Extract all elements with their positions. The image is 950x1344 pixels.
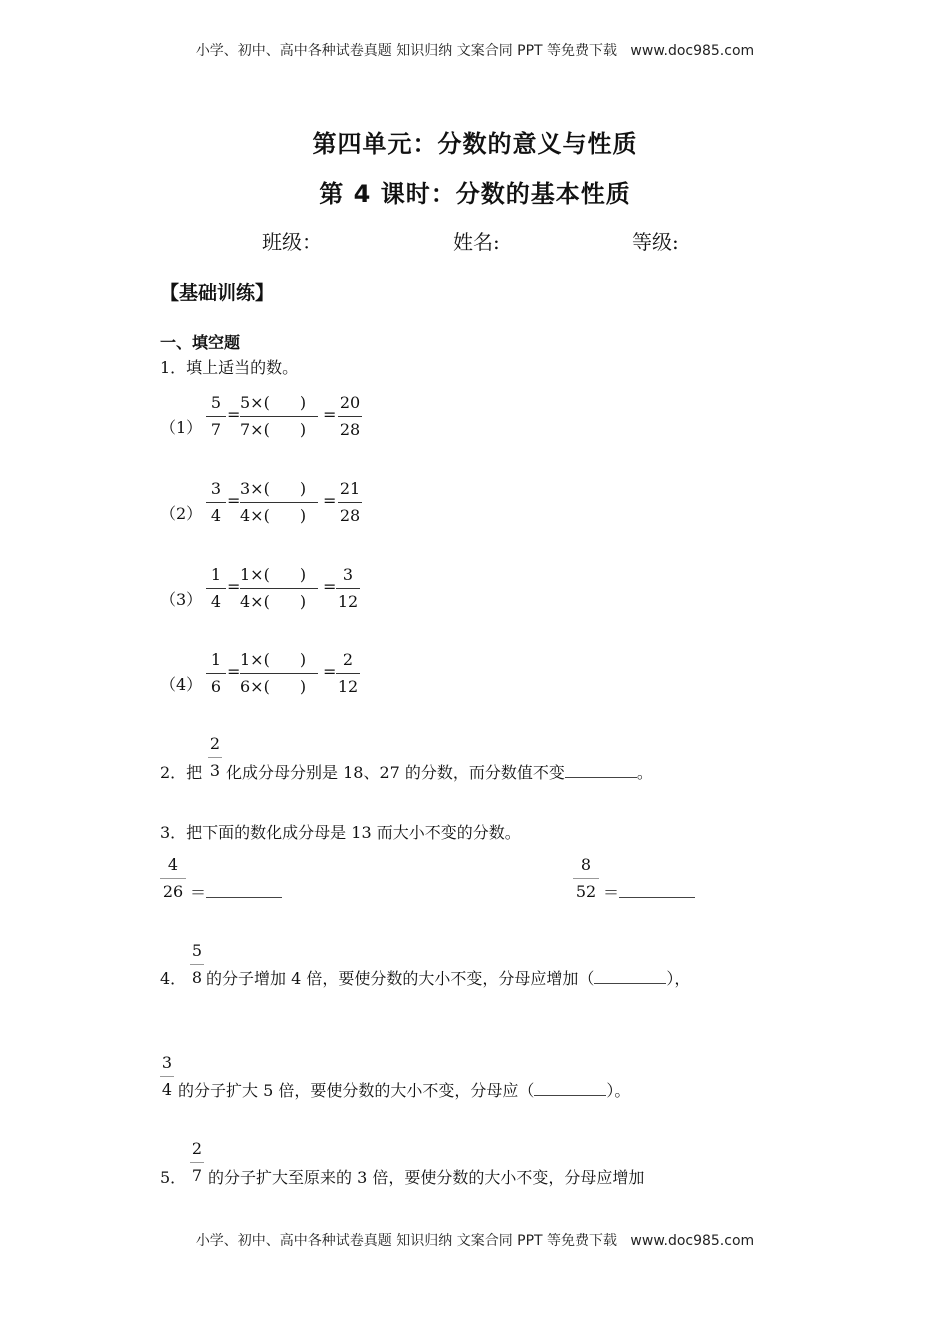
q4-answer-1-blank[interactable]: [594, 983, 666, 984]
q1-item-2-eq2: =: [323, 491, 337, 510]
q1-item-4-label: （4）: [160, 675, 203, 694]
q1-item-1-fraction-b: 5×( ) 7×( ): [240, 392, 318, 441]
q3-fraction-a: 4 26: [160, 854, 186, 903]
q1-item-3-label: （3）: [160, 590, 203, 609]
q1-item-4-eq1: =: [227, 662, 241, 681]
header-banner: [0, 40, 950, 60]
q3-answer-a: ＝: [190, 880, 282, 903]
q4-fraction-1: 5 8: [191, 941, 203, 987]
q1-item-3-fraction-b: 1×( ) 4×( ): [240, 564, 318, 613]
header-url[interactable]: www.doc985.com: [630, 43, 755, 59]
q1-item-1-eq2: =: [323, 405, 337, 424]
q4-fraction-2: 3 4: [161, 1053, 173, 1099]
q5-fraction: 2 7: [191, 1139, 203, 1185]
footer-banner-text: 小学、初中、高中各种试卷真题 知识归纳 文案合同 PPT 等免费下载: [195, 1233, 618, 1249]
q3-fraction-b: 8 52: [573, 854, 599, 903]
q1-item-2-fraction-a: 3 4: [206, 478, 226, 527]
q2-prefix: 2．把: [160, 763, 203, 782]
header-banner-text: 小学、初中、高中各种试卷真题 知识归纳 文案合同 PPT 等免费下载: [195, 43, 618, 59]
q1-item-2-eq1: =: [227, 491, 241, 510]
q1-item-4-eq2: =: [323, 662, 337, 681]
q3-stem: 3．把下面的数化成分母是 13 而大小不变的分数。: [160, 823, 521, 842]
subsection-title: 一、填空题: [160, 333, 241, 352]
q3-answer-b-blank[interactable]: [619, 897, 695, 898]
q3-answer-b: ＝: [603, 880, 695, 903]
section-title: 【基础训练】: [160, 282, 275, 304]
q1-item-1-label: （1）: [160, 418, 203, 437]
q4-prefix: 4．: [160, 969, 187, 988]
q1-item-4-fraction-b: 1×( ) 6×( ): [240, 649, 318, 698]
footer-banner: [0, 1230, 950, 1250]
q1-item-2-fraction-c: 21 28: [339, 479, 361, 525]
q1-item-3-eq1: =: [227, 577, 241, 596]
q5-text: 的分子扩大至原来的 3 倍，要使分数的大小不变，分母应增加: [208, 1168, 645, 1187]
q2-fraction: 2 3: [209, 734, 221, 780]
class-label: 班级：: [262, 230, 322, 254]
footer-url[interactable]: www.doc985.com: [630, 1233, 755, 1249]
q3-answer-a-blank[interactable]: [206, 897, 282, 898]
grade-label: 等级:: [632, 230, 679, 254]
q2-text: 化成分母分别是 18、27 的分数，而分数值不变 。: [226, 763, 653, 782]
q1-item-3-fraction-c: 3 12: [337, 565, 359, 611]
q4-line2-text: 的分子扩大 5 倍，要使分数的大小不变，分母应（ ）。: [178, 1081, 631, 1100]
q1-item-4-fraction-a: 1 6: [206, 649, 226, 698]
q1-stem: 1．填上适当的数。: [160, 358, 299, 377]
q2-answer-blank[interactable]: [565, 777, 637, 778]
lesson-title: 第 4 课时：分数的基本性质: [319, 180, 631, 208]
name-label: 姓名:: [453, 230, 500, 254]
q5-prefix: 5．: [160, 1168, 187, 1187]
q1-item-1-fraction-a: 5 7: [206, 392, 226, 441]
q4-line1-text: 的分子增加 4 倍，要使分数的大小不变，分母应增加（ ），: [206, 969, 691, 988]
q1-item-2-fraction-b: 3×( ) 4×( ): [240, 478, 318, 527]
q1-item-4-fraction-c: 2 12: [337, 650, 359, 696]
q1-item-3-fraction-a: 1 4: [206, 564, 226, 613]
q1-item-2-label: （2）: [160, 504, 203, 523]
q1-item-1-fraction-c: 20 28: [339, 393, 361, 439]
q1-item-1-eq1: =: [227, 405, 241, 424]
q1-item-3-eq2: =: [323, 577, 337, 596]
unit-title: 第四单元：分数的意义与性质: [312, 130, 638, 158]
q4-answer-2-blank[interactable]: [534, 1095, 606, 1096]
